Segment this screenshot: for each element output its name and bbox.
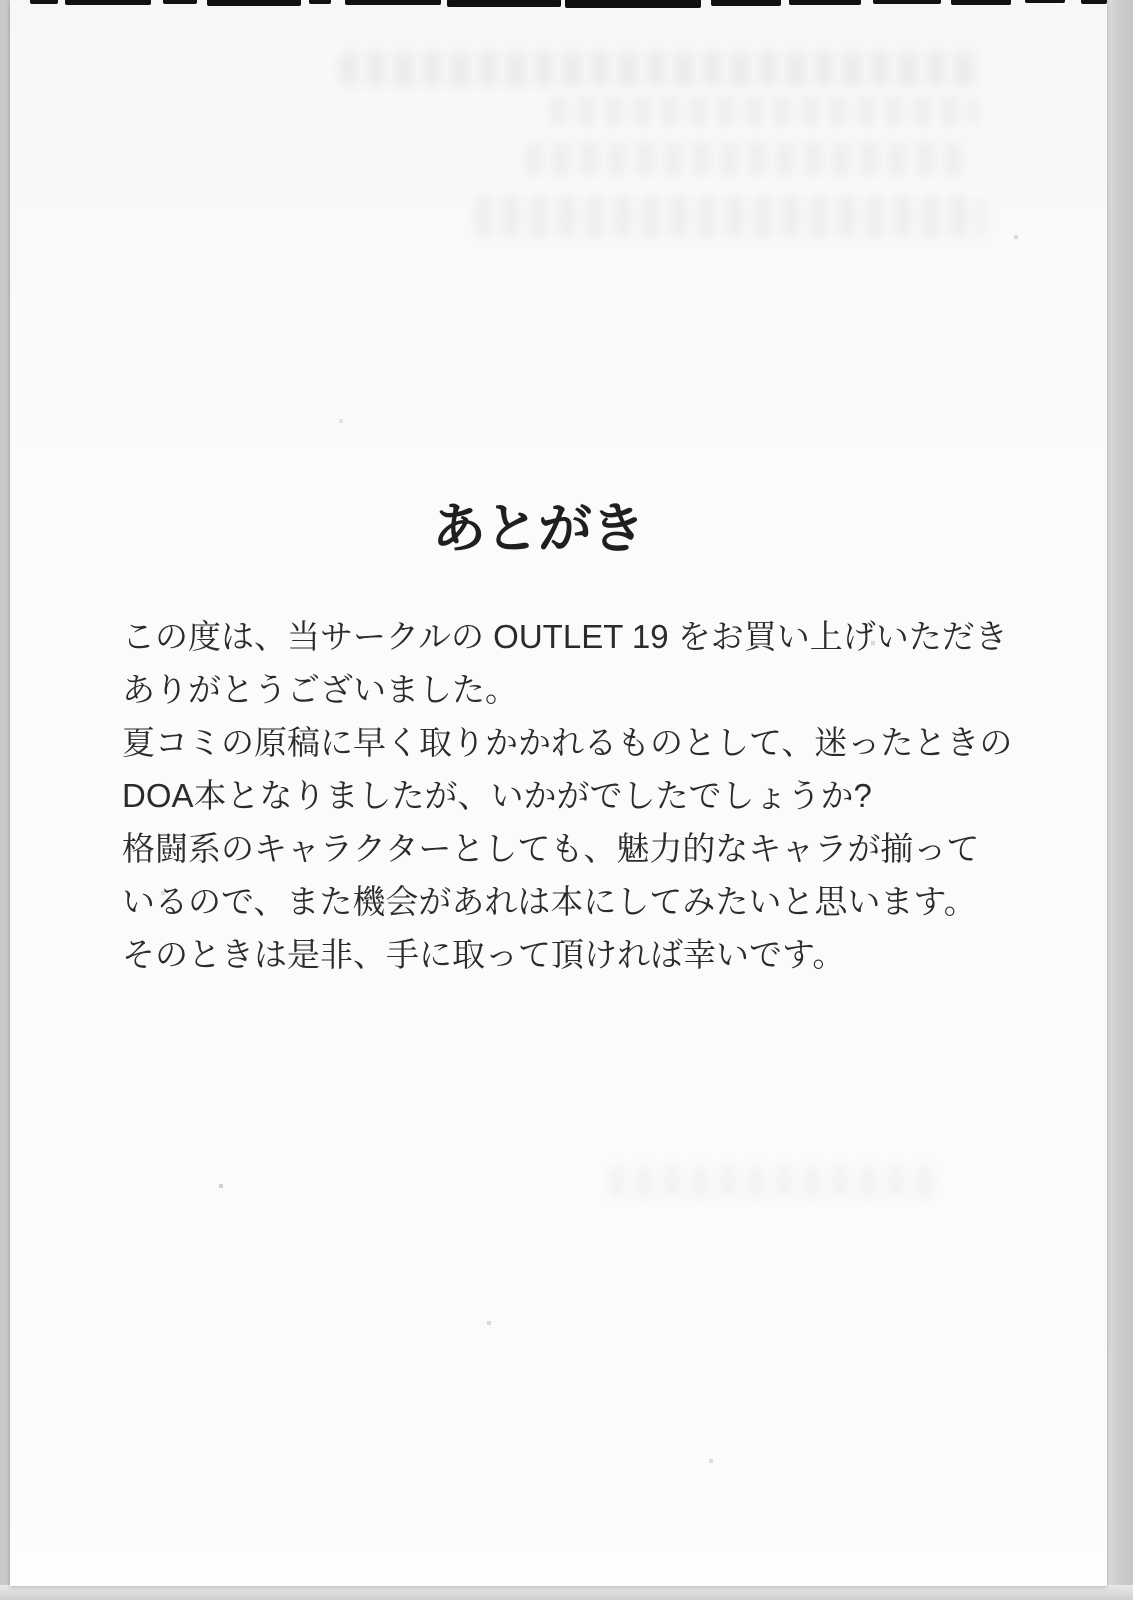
- page-title: あとがき: [432, 499, 644, 559]
- text-line: 夏コミの原稿に早く取りかかれるものとして、迷ったときの: [122, 724, 1013, 761]
- text-line: この度は、当サークルの OUTLET 19 をお買い上げいただき: [122, 618, 1008, 655]
- text-line: 格闘系のキャラクターとしても、魅力的なキャラが揃って: [122, 830, 980, 867]
- text-line: ありがとうございました。: [122, 671, 518, 708]
- scanner-edge-right: [1107, 0, 1133, 1600]
- bleedthrough-ghost: [340, 52, 980, 86]
- text-line: いるので、また機会があれは本にしてみたいと思います。: [122, 883, 977, 920]
- bleedthrough-ghost: [550, 96, 980, 126]
- text-line: そのときは是非、手に取って頂ければ幸いです。: [122, 936, 846, 973]
- dust-specks: [10, 0, 12, 2]
- paper: [10, 0, 1107, 1586]
- text-line: DOA本となりましたが、いかがでしたでしょうか?: [122, 777, 872, 814]
- bleedthrough-ghost: [608, 1166, 938, 1198]
- scanner-edge-bottom: [0, 1585, 1133, 1600]
- bleedthrough-ghost: [525, 142, 970, 176]
- bleedthrough-ghost: [475, 196, 985, 238]
- afterword-text: [122, 610, 1042, 981]
- scan-edge-artifact: [30, 0, 1107, 10]
